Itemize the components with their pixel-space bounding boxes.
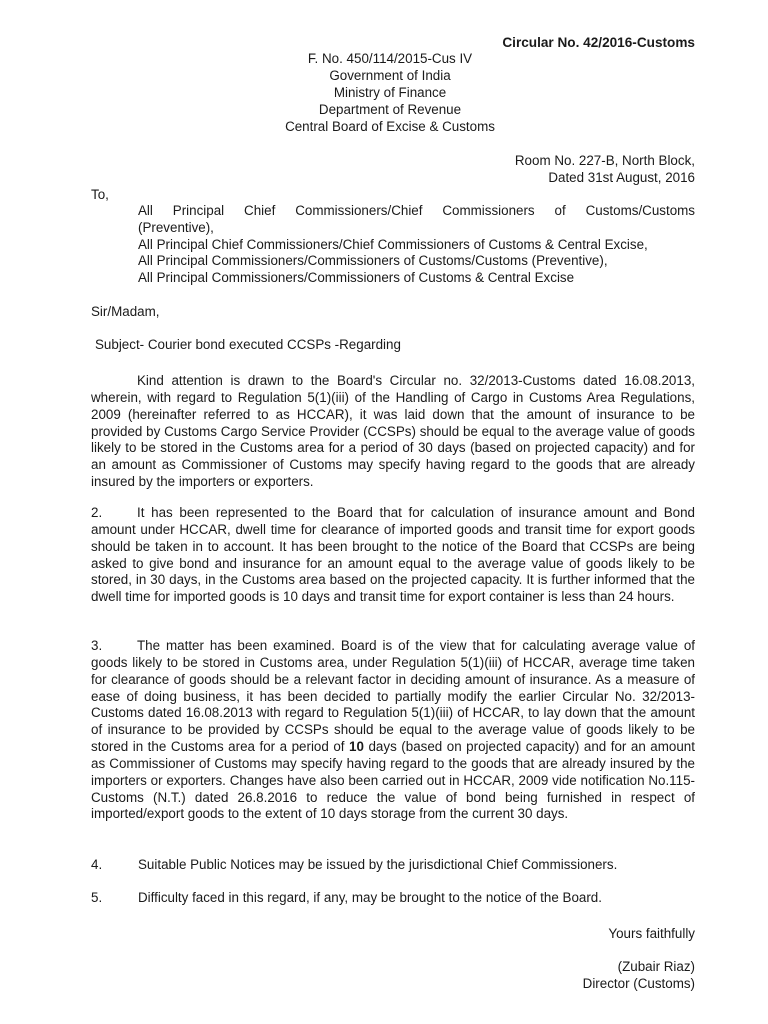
paragraph-3	[91, 638, 695, 823]
file-number: F. No. 450/114/2015-Cus IV	[307, 51, 473, 66]
paragraph-4-text: Suitable Public Notices may be issued by the jurisdictional Chief Commissioners.	[138, 857, 618, 872]
paragraph-3-number: 3.	[91, 638, 103, 653]
paragraph-4-number: 4.	[91, 857, 103, 872]
room-line: Room No. 227-B, North Block,	[514, 153, 695, 168]
address-block	[515, 152, 695, 186]
recipient-list	[138, 203, 695, 287]
department-line: Department of Revenue	[318, 101, 462, 117]
government-line: Government of India	[329, 67, 451, 83]
paragraph-1	[91, 373, 695, 491]
paragraph-3-text-continued: days (based on projected capacity) and for an amount as Commissioner of Customs may specify having regard to the goods that are already insured by the importers or exporters. Changes have also been carried out in HCCAR, 2009 vide notification No.115-Customs (N.T.) dated 26.8.2016 to reduce the value of bond being furnished in respect of imported/export goods to the extent of 10 days storage from the current 30 days.	[91, 739, 695, 822]
date-line: Dated 31st August, 2016	[548, 170, 695, 185]
to-label: To,	[91, 187, 109, 202]
closing: Yours faithfully	[608, 926, 695, 941]
paragraph-3-text: The matter has been examined. Board is of the view that for calculating average value of goods likely to be stored in Customs area, under Regulation 5(1)(iii) of HCCAR, average time taken for clearance of goods should be a relevant factor in deciding amount of insurance. As a measure of ease of doing business, it has been decided to partially modify the earlier Circular No. 32/2013-Customs dated 16.08.2013 with regard to Regulation 5(1)(iii) of HCCAR, to lay down that the amount of insurance to be provided by CCSPs should be equal to the average value of goods likely to be stored in the Customs area for a period of	[91, 638, 695, 755]
recipient-item: All Principal Commissioners/Commissioners of Customs & Central Excise	[138, 270, 575, 286]
paragraph-5-text: Difficulty faced in this regard, if any, may be brought to the notice of the Board.	[138, 890, 602, 905]
letterhead	[150, 51, 630, 136]
paragraph-5-number: 5.	[91, 890, 103, 905]
circular-number: Circular No. 42/2016-Customs	[502, 35, 695, 50]
paragraph-2-text: It has been represented to the Board that for calculation of insurance amount and Bond amount under HCCAR, dwell time for clearance of imported goods and transit time for export goods should be taken in to account. It has been brought to the notice of the Board that CCSPs are being asked to give bond and insurance for an amount equal to the average value of goods likely to be stored, in 30 days, in the Customs area based on the projected capacity. It is further informed that the dwell time for imported goods is 10 days and transit time for export container is less than 24 hours.	[91, 505, 695, 605]
signature-block	[583, 958, 695, 992]
paragraph-1-text: Kind attention is drawn to the Board's Circular no. 32/2013-Customs dated 16.08.2013, wherein, with regard to Regulation 5(1)(iii) of the Handling of Cargo in Customs Area Regulations, 2009 (hereinafter referred to as HCCAR), it was laid down that the amount of insurance to be provided by Customs Cargo Service Provider (CCSPs) should be equal to the average value of goods likely to be stored in the Customs area for a period of 30 days (based on projected capacity) and for an amount as Commissioner of Customs may specify having regard to the goods that are already insured by the importers or exporters.	[91, 373, 695, 490]
ministry-line: Ministry of Finance	[333, 84, 447, 100]
recipient-item: All Principal Chief Commissioners/Chief Commissioners of Customs/Customs	[138, 203, 695, 218]
paragraph-2-number: 2.	[91, 505, 103, 520]
subject-line: Subject- Courier bond executed CCSPs -Regarding	[95, 337, 401, 352]
signatory-name: (Zubair Riaz)	[617, 959, 695, 974]
paragraph-3-bold-days: 10	[349, 739, 364, 755]
board-line: Central Board of Excise & Customs	[285, 118, 495, 134]
salutation: Sir/Madam,	[91, 304, 160, 319]
signatory-designation: Director (Customs)	[582, 976, 695, 991]
paragraph-2	[91, 505, 695, 606]
recipient-item: All Principal Commissioners/Commissioners of Customs/Customs (Preventive),	[138, 253, 608, 269]
recipient-item: All Principal Chief Commissioners/Chief Commissioners of Customs & Central Excise,	[138, 236, 648, 252]
recipient-item: (Preventive),	[138, 219, 214, 235]
